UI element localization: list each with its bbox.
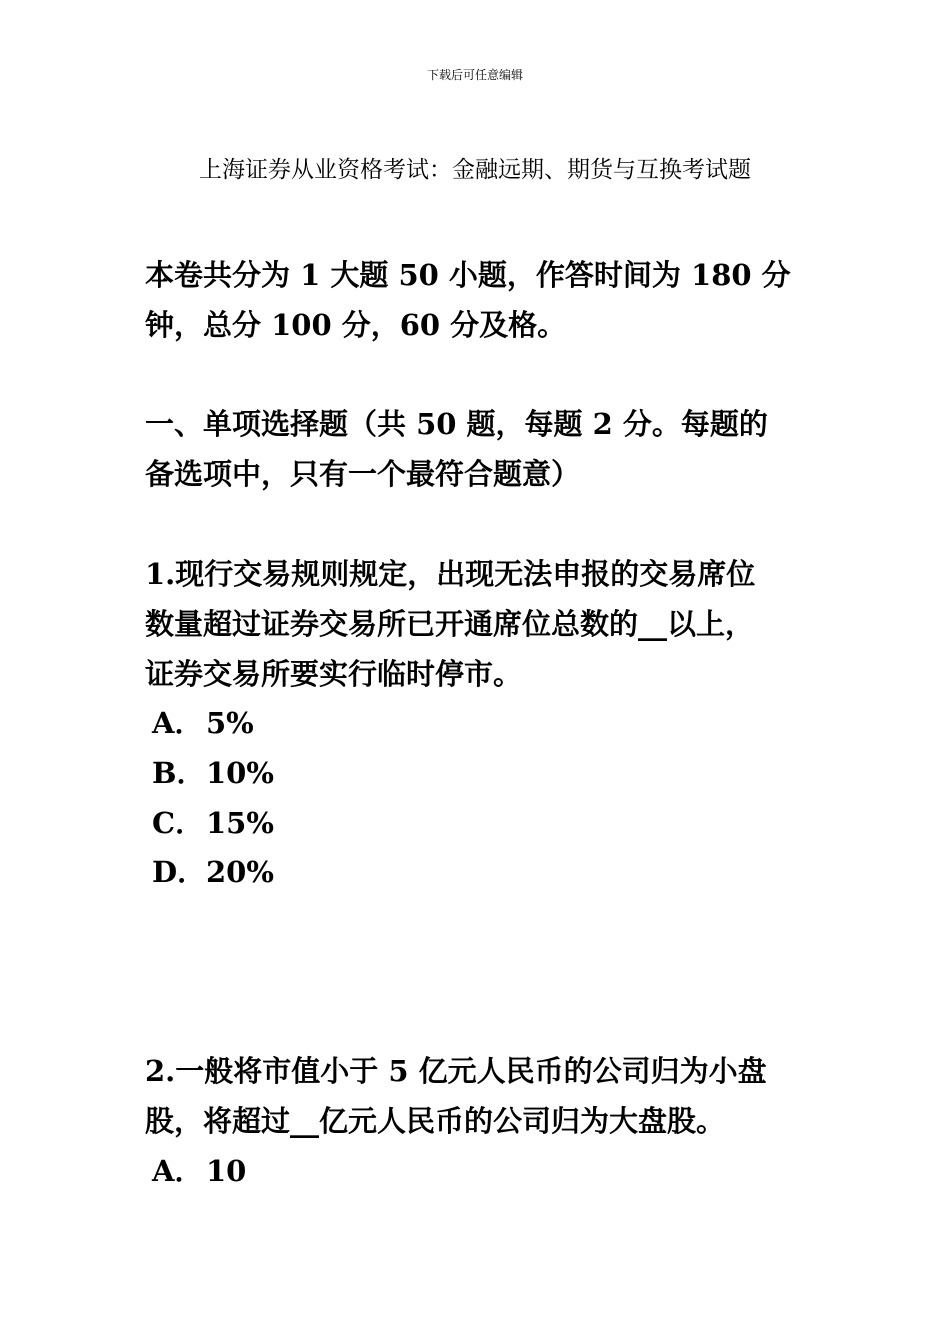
option-text: 10%	[206, 756, 274, 790]
section-heading-line: 一、单项选择题（共 50 题，每题 2 分。每题的	[145, 407, 768, 441]
exam-intro	[145, 250, 835, 350]
option-letter: A．	[152, 1154, 204, 1188]
question-1-option-c	[152, 798, 274, 848]
question-line: 证券交易所要实行临时停市。	[145, 657, 523, 691]
option-letter: C．	[152, 806, 205, 840]
option-text: 20%	[206, 855, 274, 889]
option-letter: B．	[152, 756, 206, 790]
question-line: 2.一般将市值小于 5 亿元人民币的公司归为小盘	[145, 1054, 767, 1088]
option-text: 10	[206, 1154, 247, 1188]
question-line: 数量超过证券交易所已开通席位总数的__以上，	[145, 607, 755, 641]
section-heading	[145, 399, 835, 499]
question-1-option-a	[152, 698, 254, 748]
question-1-option-b	[152, 748, 274, 798]
option-letter: A．	[152, 706, 204, 740]
option-letter: D．	[152, 855, 207, 889]
option-text: 5%	[206, 706, 254, 740]
option-text: 15%	[206, 806, 274, 840]
section-heading-line: 备选项中，只有一个最符合题意）	[145, 457, 581, 491]
header-note: 下载后可任意编辑	[426, 68, 523, 82]
question-1-option-d	[152, 847, 274, 897]
intro-line: 钟，总分 100 分，60 分及格。	[145, 308, 567, 342]
intro-line: 本卷共分为 1 大题 50 小题，作答时间为 180 分	[145, 258, 791, 292]
question-line: 1.现行交易规则规定，出现无法申报的交易席位	[145, 557, 756, 591]
document-title: 上海证券从业资格考试：金融远期、期货与互换考试题	[199, 157, 751, 183]
question-line: 股，将超过__亿元人民币的公司归为大盘股。	[145, 1104, 726, 1138]
question-2-stem	[145, 1046, 835, 1146]
question-1-stem	[145, 549, 835, 699]
question-2-option-a	[152, 1146, 246, 1196]
